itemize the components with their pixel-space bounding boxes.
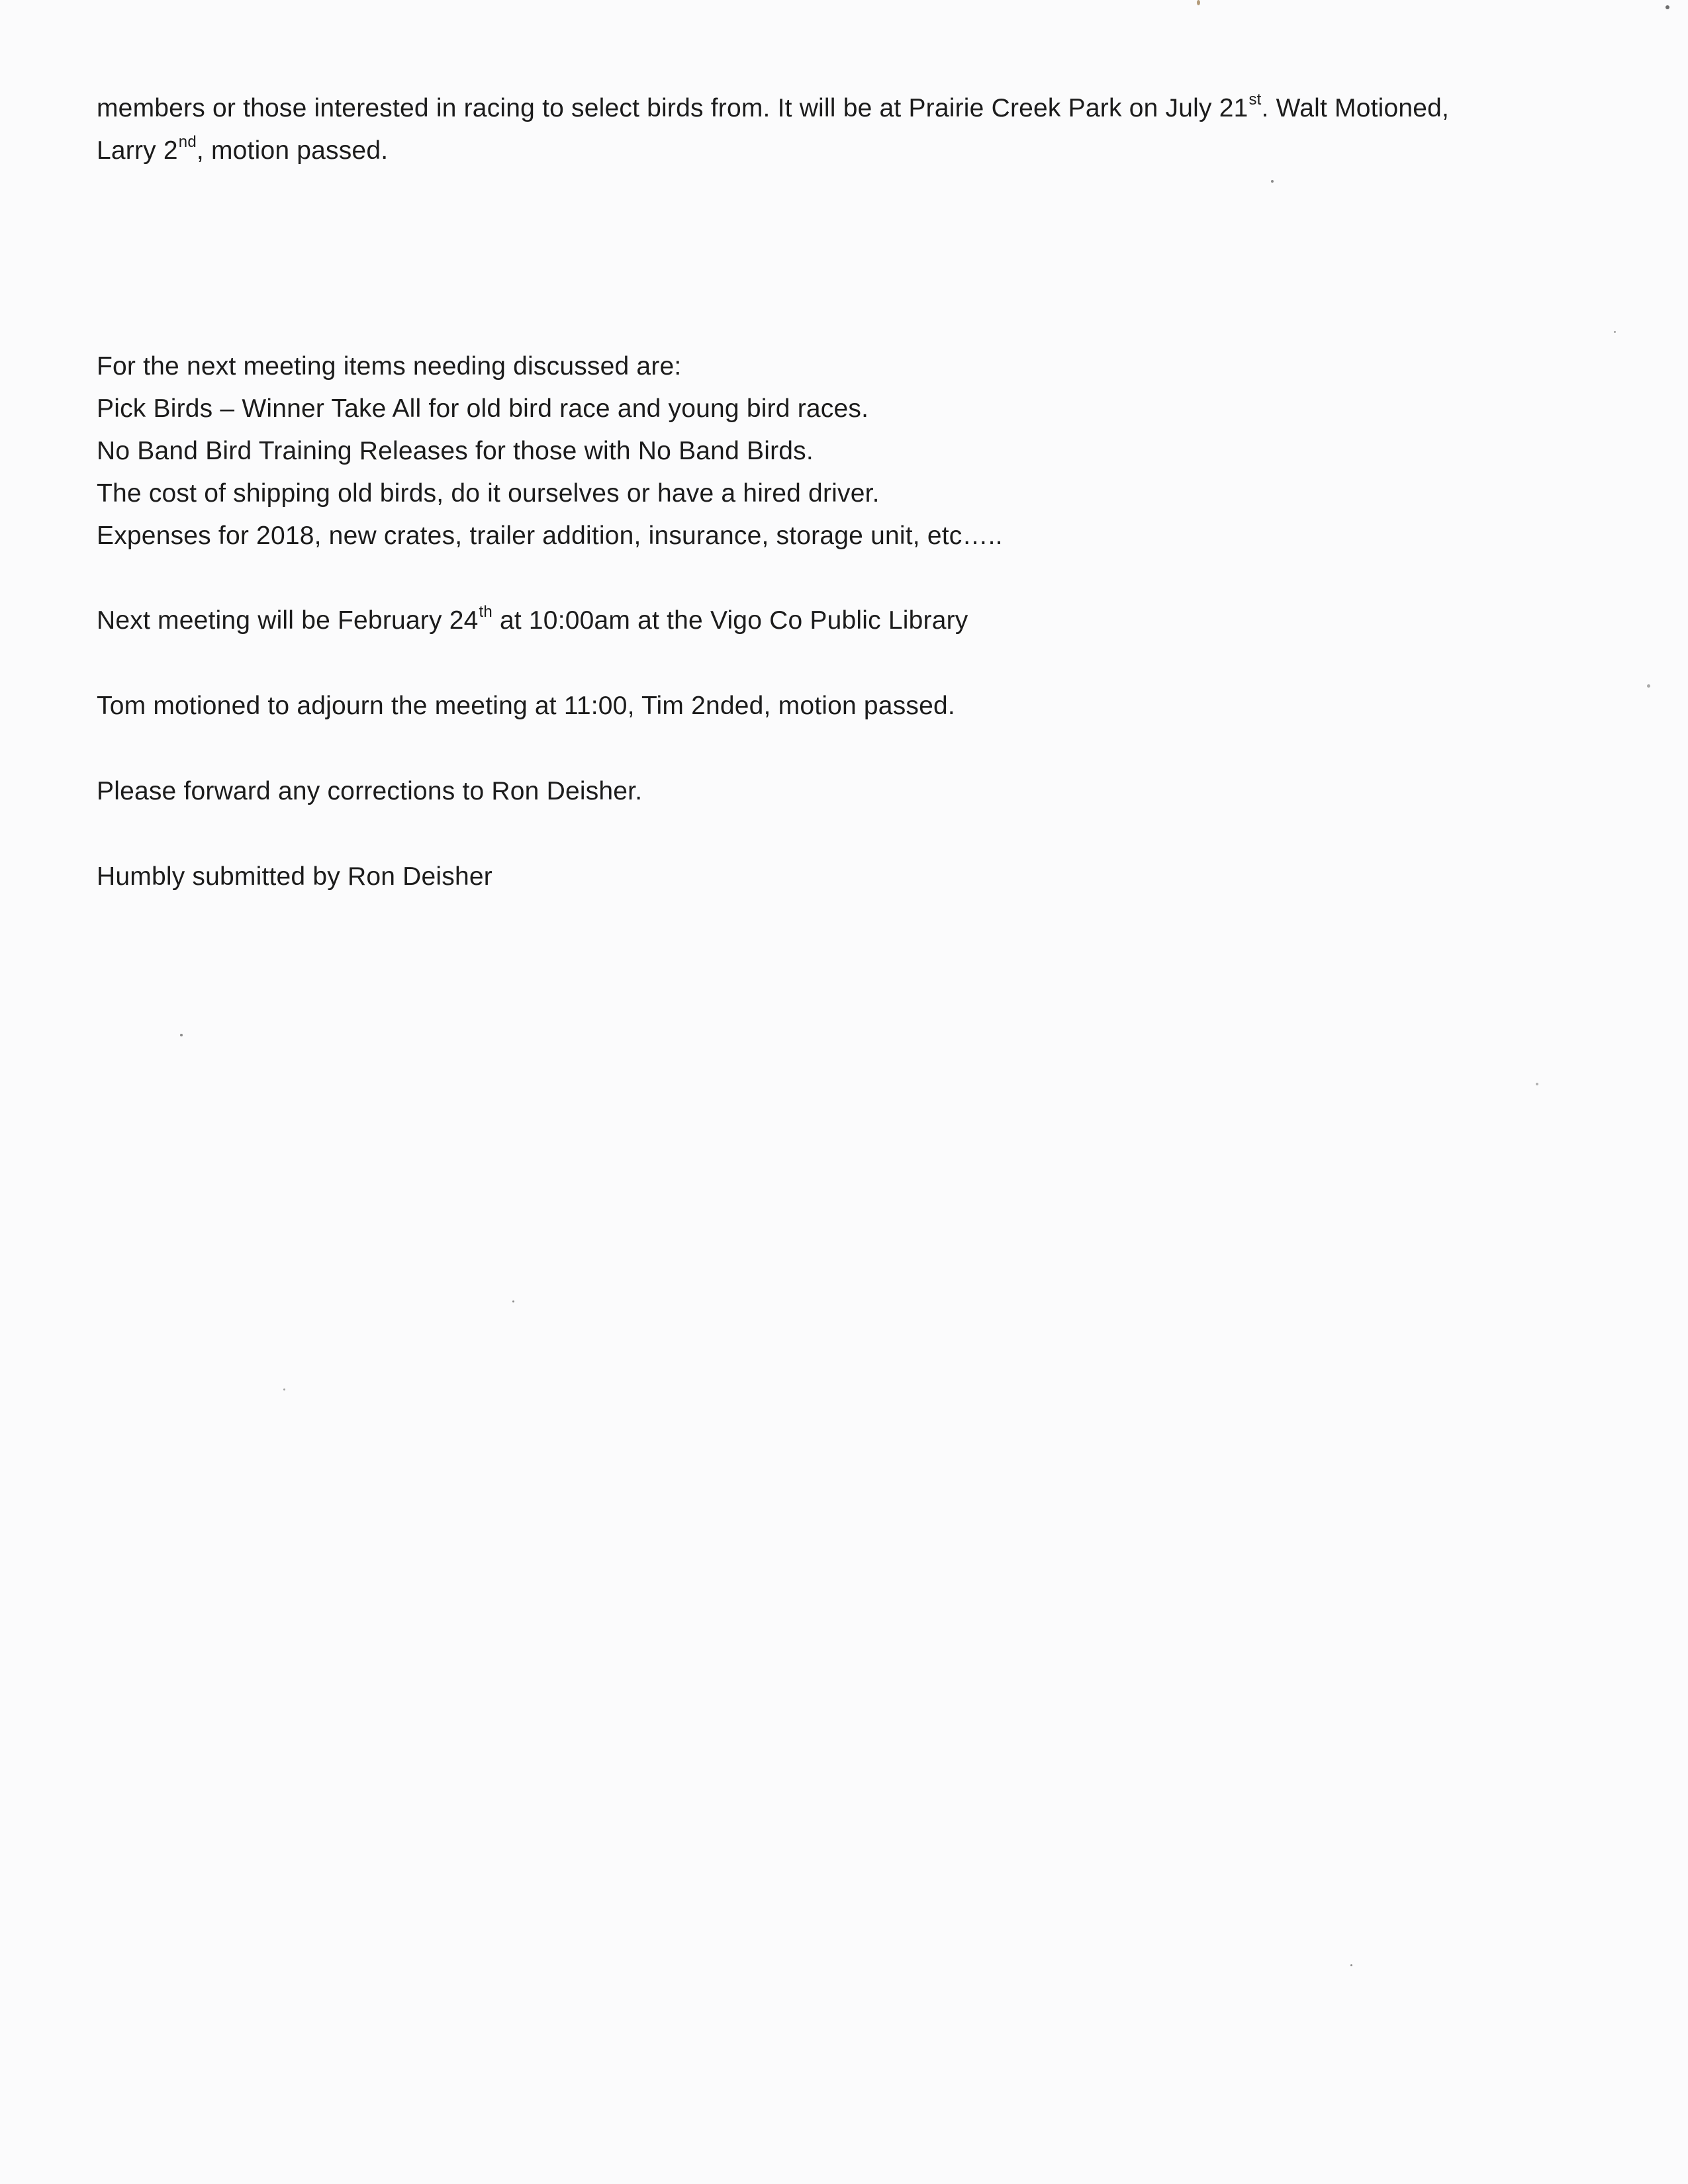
paragraph-1-line-1 — [97, 93, 1449, 128]
submitted-by-line: Humbly submitted by Ron Deisher — [97, 862, 492, 891]
next-meeting-line — [97, 605, 968, 640]
next-meeting-items-heading: For the next meeting items needing discussed are: — [97, 352, 682, 381]
scan-speck — [283, 1388, 285, 1390]
paragraph-1-line-2 — [97, 135, 388, 170]
scan-speck — [1647, 684, 1650, 688]
adjourn-line: Tom motioned to adjourn the meeting at 11:00, Tim 2nded, motion passed. — [97, 692, 955, 720]
paragraph-1-line-1-tail: . Walt Motioned, — [1261, 94, 1450, 122]
scan-speck — [1350, 1964, 1352, 1966]
paragraph-1-line-2-tail: , motion passed. — [196, 136, 389, 165]
scan-speck — [1271, 180, 1274, 183]
ordinal-suffix: st — [1248, 91, 1262, 109]
ordinal-suffix: nd — [178, 133, 197, 151]
scan-speck — [1197, 0, 1200, 5]
paragraph-1-line-2-text: Larry 2 — [97, 136, 178, 165]
next-meeting-tail: at 10:00am at the Vigo Co Public Library — [492, 606, 968, 635]
scan-speck — [1614, 331, 1616, 333]
scan-speck — [1665, 5, 1669, 9]
scan-speck — [512, 1300, 514, 1302]
discussion-item: No Band Bird Training Releases for those with No Band Birds. — [97, 437, 814, 465]
scan-speck — [180, 1034, 183, 1036]
discussion-item: Pick Birds – Winner Take All for old bird race and young bird races. — [97, 394, 869, 423]
paragraph-1-line-1-text: members or those interested in racing to select birds from. It will be at Prairie Creek Park on July 21 — [97, 94, 1248, 122]
discussion-item: The cost of shipping old birds, do it ourselves or have a hired driver. — [97, 479, 880, 508]
scan-speck — [1536, 1083, 1538, 1085]
ordinal-suffix: th — [479, 603, 492, 621]
corrections-line: Please forward any corrections to Ron Deisher. — [97, 777, 643, 805]
discussion-item: Expenses for 2018, new crates, trailer addition, insurance, storage unit, etc….. — [97, 522, 1003, 550]
next-meeting-text: Next meeting will be February 24 — [97, 606, 479, 635]
